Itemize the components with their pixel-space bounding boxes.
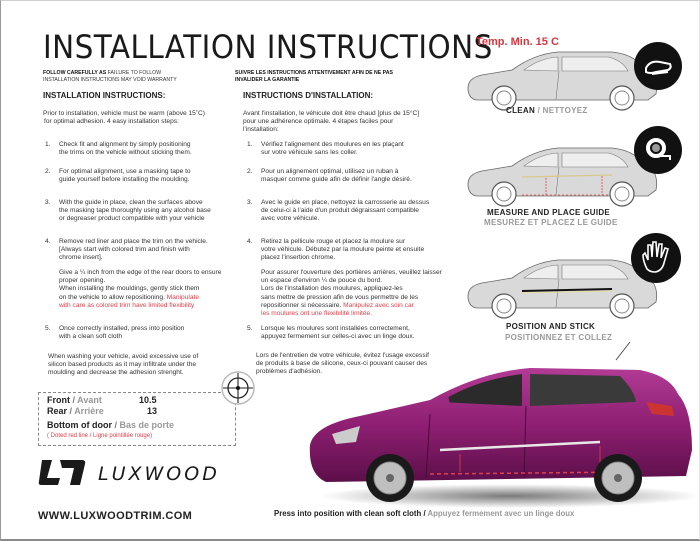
step-line: avec votre véhicule. [261, 215, 320, 223]
caution-red-text: Manipulate [166, 293, 200, 301]
step-measure-caption: MEASURE AND PLACE GUIDE [487, 208, 611, 217]
step-clean-caption [506, 106, 588, 115]
step-line: Vérifiez l'alignement des moulures en les plaçant [261, 141, 404, 148]
step-position-caption-fr: POSITIONNEZ ET COLLEZ [505, 333, 613, 342]
step-fr-3 [247, 199, 429, 224]
gap-line: proper opening. [59, 277, 106, 285]
step-num: 5. [45, 325, 51, 332]
gap-line: When installing the mouldings, gently stick them [59, 285, 200, 293]
step-num: 5. [247, 325, 253, 332]
press-caption-fr: Appuyez fermement avec un linge doux [427, 509, 575, 518]
intro-fr-line: l'installation: [243, 126, 279, 134]
warning-fr [235, 70, 393, 84]
press-caption [274, 509, 574, 518]
step-line: For optimal alignment, use a masking tape to [59, 168, 191, 175]
step-line: chrome insert]. [59, 254, 103, 262]
crosshair-icon [220, 370, 256, 406]
step-en-2 [45, 168, 191, 184]
caution-red-text: les moulures ont une flexibilité limitée. [261, 310, 373, 318]
step-num: 2. [247, 168, 253, 175]
gap-note-en [59, 269, 221, 310]
wash-line: Lors de l'entretien de votre véhicule, évitez l'usage excessif [256, 352, 429, 359]
step-line: Check fit and alignment by simply positioning [59, 141, 191, 148]
intro-fr [243, 110, 419, 135]
cloth-hand-icon [634, 42, 682, 90]
step-line: masquer comme guide afin de définir l'angle désiré. [261, 176, 412, 184]
step-line: guide yourself before installing the moulding. [59, 176, 190, 184]
step-num: 3. [247, 199, 253, 206]
step-fr-5 [247, 325, 415, 341]
gap-line: Pour assurer l'ouverture des portières arrières, veuillez laisser [261, 269, 442, 276]
bottom-of-door [47, 420, 174, 430]
wash-line: silicon based products as it may infiltrate under the [48, 361, 197, 369]
intro-fr-line: pour une adhérence optimale. 4 étapes faciles pour [243, 118, 394, 126]
doted-line-note: ( Doted red line / Ligne pointillée rouge) [47, 433, 153, 439]
step-fr-1 [247, 141, 404, 157]
step-num: 2. [45, 168, 51, 175]
gap-line: repositionner si nécessaire. [261, 301, 344, 309]
gap-line: un espace d'environ ¼ de pouce du bord. [261, 277, 383, 285]
step-fr-2 [247, 168, 412, 184]
wash-line: moulding and decrease the adhesion strenght. [48, 369, 184, 377]
purple-car-photo [300, 350, 700, 510]
warning-en-bold: FOLLOW CAREFULLY AS [43, 70, 107, 76]
step-en-4 [45, 238, 208, 263]
step-measure-caption-fr: MESUREZ ET PLACEZ LE GUIDE [484, 218, 618, 227]
page-title: INSTALLATION INSTRUCTIONS [43, 28, 493, 66]
car-outline-clean [462, 44, 662, 112]
step-line: de celui-ci à l'aide d'un produit dégraissant compatible [261, 207, 419, 215]
step-num: 4. [247, 238, 253, 245]
temp-min-label: Temp. Min. 15 C [476, 36, 559, 48]
caption-en: CLEAN [506, 106, 536, 115]
rear-value: 13 [147, 406, 158, 416]
warning-en-rest: FAILURE TO FOLLOW [106, 70, 162, 76]
step-num: 4. [45, 238, 51, 245]
warning-fr-line1: SUIVRE LES INSTRUCTIONS ATTENTIVEMENT AFIN DE NE PAS [235, 70, 393, 76]
rear-label: Rear [47, 406, 68, 416]
warning-fr-line2: INVALIDER LA GARANTIE [235, 77, 300, 83]
step-line: Remove red liner and place the trim on the vehicle. [59, 238, 208, 245]
hand-icon [631, 233, 681, 283]
luxwood-logo-mark [38, 456, 248, 488]
step-line: Once correctly installed, press into position [59, 325, 185, 332]
step-line: With the guide in place, clean the surfaces above [59, 199, 203, 206]
heading-fr: INSTRUCTIONS D'INSTALLATION: [243, 91, 374, 100]
step-en-3 [45, 199, 211, 224]
step-line: Pour un alignement optimal, utilisez un ruban à [261, 168, 399, 175]
step-line: the masking tape thoroughly using any alcohol base [59, 207, 211, 215]
separator: / [111, 420, 120, 430]
wash-line: de produits à base de silicone, ceux-ci pouvant causer des [256, 360, 428, 368]
bottom-label: Bottom of door [47, 420, 112, 430]
caption-fr: NETTOYEZ [542, 106, 588, 115]
wash-line: When washing your vehicle, avoid excessive use of [48, 353, 199, 360]
separator: / [421, 509, 428, 518]
separator: / [70, 395, 78, 405]
step-num: 1. [45, 141, 51, 148]
press-caption-en: Press into position with clean soft cloth [274, 509, 422, 518]
step-line: placez l'insertion chrome. [261, 254, 336, 262]
step-line: Lorsque les moulures sont installées correctement, [261, 325, 410, 332]
measurement-box [38, 392, 236, 446]
gap-line: Lors de l'installation des moulures, appliquez-les [261, 285, 403, 293]
warning-en [43, 70, 177, 84]
step-num: 1. [247, 141, 253, 148]
gap-line: on the vehicle to allow repositioning. [59, 293, 167, 301]
bottom-label-fr: Bas de porte [119, 420, 175, 430]
luxwood-logo [38, 456, 248, 493]
step-line: Avec le guide en place, nettoyez la carrosserie au dessus [261, 199, 430, 206]
step-line: appuyez fermement sur celles-ci avec un linge doux. [261, 333, 415, 341]
step-en-1 [45, 141, 192, 157]
step-line: with a clean soft cloth [59, 333, 123, 341]
separator: / [535, 106, 543, 115]
rear-measure [47, 406, 158, 416]
heading-en: INSTALLATION INSTRUCTIONS: [43, 91, 166, 100]
svg-text:LUXWOOD: LUXWOOD [98, 463, 220, 485]
intro-en [43, 110, 205, 126]
step-num: 3. [45, 199, 51, 206]
wash-note-en [48, 353, 198, 378]
step-line: votre véhicule. Débutez par la moulure peinte et ensuite [261, 246, 425, 254]
tape-measure-icon [634, 126, 682, 174]
front-measure [47, 395, 157, 405]
caution-red-text: Manipulez avec soin car [343, 301, 414, 309]
website-url[interactable]: WWW.LUXWOODTRIM.COM [38, 510, 193, 522]
front-value: 10.5 [139, 395, 157, 405]
intro-en-line1: Prior to installation, vehicle must be warm (above 15˚C) [43, 110, 205, 117]
step-line: Retirez la pellicule rouge et placez la moulure sur [261, 238, 406, 245]
rear-label-fr: Arrière [74, 406, 104, 416]
front-label: Front [47, 395, 70, 405]
step-en-5 [45, 325, 184, 341]
gap-line: Give a ¼ inch from the edge of the rear doors to ensure [59, 269, 222, 276]
gap-note-fr [261, 269, 442, 318]
wash-line: problèmes d'adhésion. [256, 368, 323, 376]
step-line: sur votre véhicule sans les coller. [261, 149, 358, 157]
warning-en-line2: INSTALLATION INSTRUCTIONS MAY VOID WARRANTY [43, 77, 177, 83]
step-position-caption: POSITION AND STICK [506, 322, 596, 331]
step-line: [Always start with colored trim and finish with [59, 246, 190, 254]
intro-en-line2: for optimal adhesion. 4 easy installation steps: [44, 118, 179, 126]
step-line: the trims on the vehicle without sticking them. [59, 149, 192, 157]
gap-line: sans mettre de pression afin de vous permettre de les [261, 293, 419, 301]
separator: / [67, 406, 75, 416]
front-label-fr: Avant [77, 395, 102, 405]
step-line: or degreaser product compatible with your vehicle [59, 215, 205, 223]
car-outline-measure [462, 140, 662, 208]
caution-red-text: with care as colored trim have limited flexibility [59, 301, 195, 309]
intro-fr-line: Avant l'installation, le véhicule doit être chaud [plus de 15°C] [243, 110, 420, 117]
step-fr-4 [247, 238, 424, 263]
